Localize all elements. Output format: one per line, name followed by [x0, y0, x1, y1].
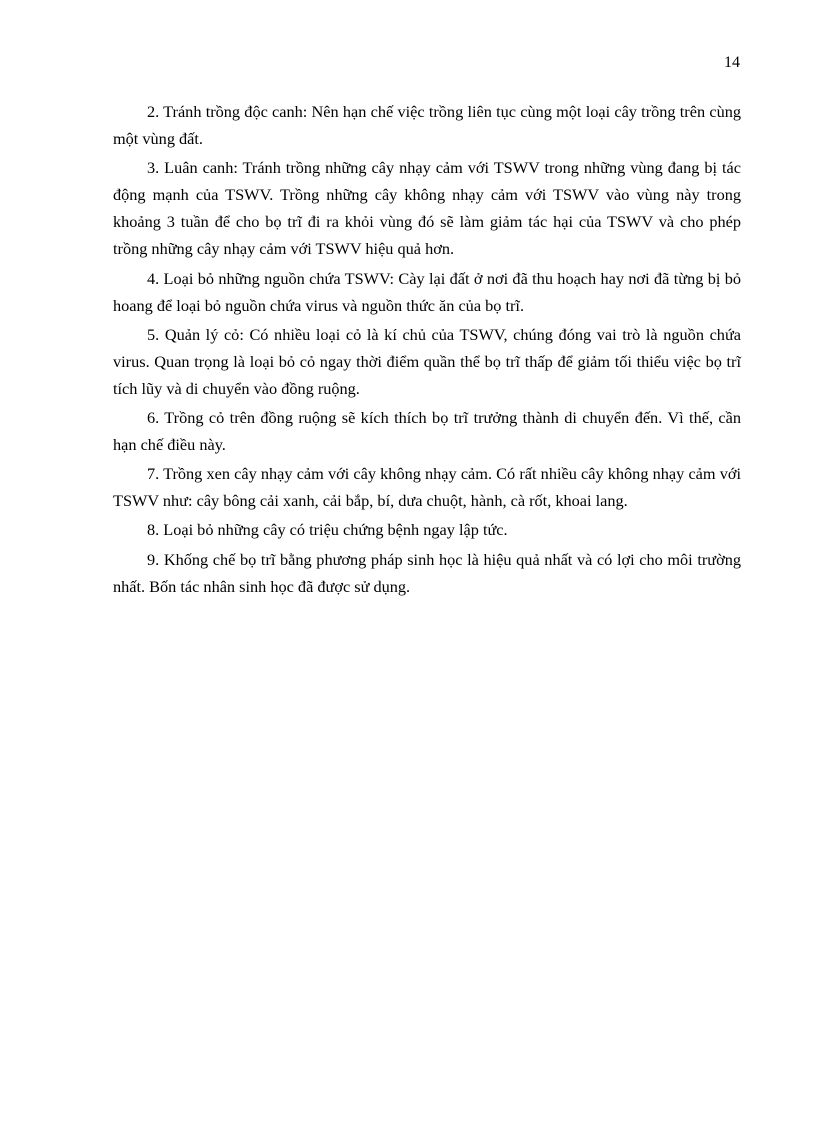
paragraph-crop-rotation: 3. Luân canh: Tránh trồng những cây nhạy cảm với TSWV trong những vùng đang bị tác động mạnh của TSWV. Trồng những cây không nhạy cảm với TSWV vào vùng này trong khoảng 3 tuần để cho bọ trĩ đi ra khỏi vùng đó sẽ làm giảm tác hại của TSWV và cho phép trồng những cây nhạy cảm với TSWV hiệu quả hơn.	[113, 158, 741, 259]
paragraph-remove-tswv-sources: 4. Loại bỏ những nguồn chứa TSWV: Cày lại đất ở nơi đã thu hoạch hay nơi đã từng bị bỏ hoang để loại bỏ nguồn chứa virus và nguồn thức ăn của bọ trĩ.	[113, 268, 741, 315]
paragraph-weed-management: 5. Quản lý cỏ: Có nhiều loại cỏ là kí chủ của TSWV, chúng đóng vai trò là nguồn chứa virus. Quan trọng là loại bỏ cỏ ngay thời điểm quần thể bọ trĩ thấp để giảm tối thiểu việc bọ trĩ tích lũy và di chuyển vào đồng ruộng.	[113, 324, 741, 398]
paragraph-avoid-monoculture: 2. Tránh trồng độc canh: Nên hạn chế việc trồng liên tục cùng một loại cây trồng trên cùng một vùng đất.	[113, 102, 741, 149]
page-body	[113, 98, 741, 602]
page-number: 14	[724, 54, 740, 71]
paragraph-biological-control: 9. Khống chế bọ trĩ bằng phương pháp sinh học là hiệu quả nhất và có lợi cho môi trường nhất. Bốn tác nhân sinh học đã được sử dụng.	[113, 549, 741, 596]
paragraph-remove-diseased-plants: 8. Loại bỏ những cây có triệu chứng bệnh ngay lập tức.	[147, 520, 508, 540]
paragraph-intercropping: 7. Trồng xen cây nhạy cảm với cây không nhạy cảm. Có rất nhiều cây không nhạy cảm với TSWV như: cây bông cải xanh, cải bắp, bí, dưa chuột, hành, cà rốt, khoai lang.	[113, 464, 741, 511]
paragraph-grass-planting: 6. Trồng cỏ trên đồng ruộng sẽ kích thích bọ trĩ trưởng thành di chuyển đến. Vì thế, cần hạn chế điều này.	[113, 408, 741, 455]
